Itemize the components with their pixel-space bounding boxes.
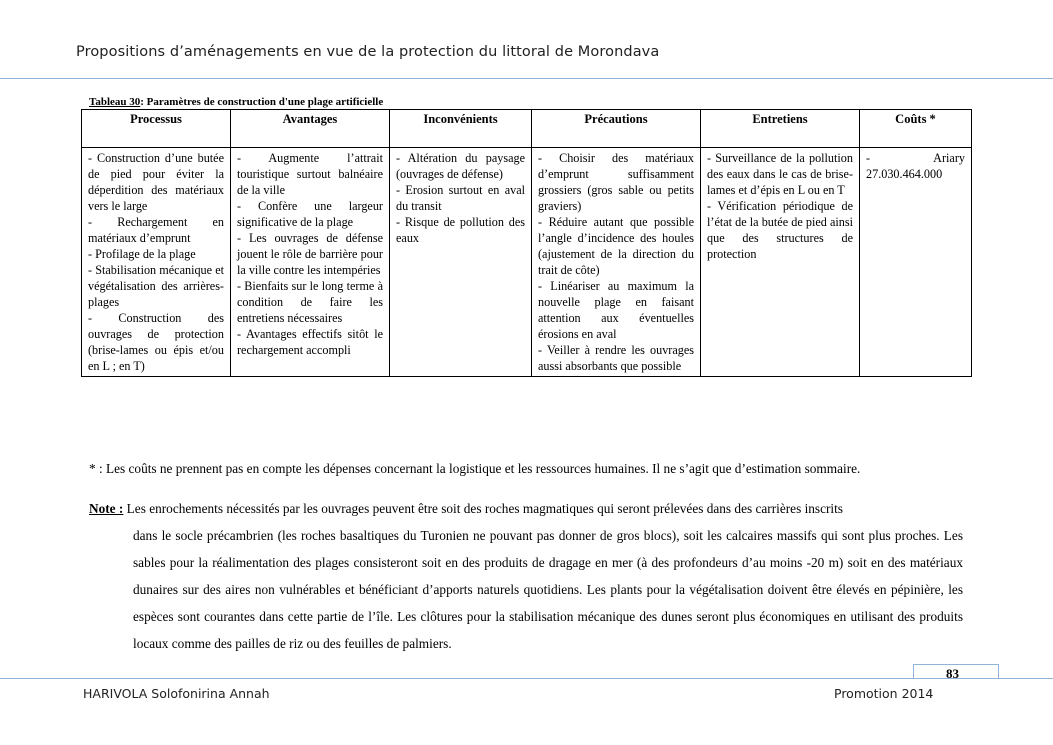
list-item: - Réduire autant que possible l’angle d’incidence des houles (ajustement de la direction du trait de côte) bbox=[538, 215, 694, 277]
footer-rule bbox=[0, 678, 1053, 679]
column-header-precautions: Précautions bbox=[532, 110, 701, 148]
header-rule bbox=[0, 78, 1053, 79]
list-item: - Construction d’une butée de pied pour éviter la déperdition des matériaux vers le large bbox=[88, 151, 224, 213]
cell-entretiens bbox=[701, 148, 860, 377]
list-item: - Vérification périodique de l’état de la butée de pied ainsi que des structures de protection bbox=[707, 199, 853, 261]
column-header-avantages: Avantages bbox=[231, 110, 390, 148]
table-caption-number: Tableau 30 bbox=[89, 96, 141, 108]
note-first-line bbox=[89, 495, 963, 522]
list-item: - Construction des ouvrages de protection (brise-lames ou épis et/ou en L ; en T) bbox=[88, 311, 224, 373]
list-item: - Avantages effectifs sitôt le rechargement accompli bbox=[237, 327, 383, 357]
column-header-entretiens: Entretiens bbox=[701, 110, 860, 148]
list-item: - Ariary 27.030.464.000 bbox=[866, 151, 965, 181]
column-header-inconvenients: Inconvénients bbox=[390, 110, 532, 148]
table-caption bbox=[89, 96, 383, 108]
cell-inconvenients bbox=[390, 148, 532, 377]
list-item: - Bienfaits sur le long terme à condition de faire les entretiens nécessaires bbox=[237, 279, 383, 325]
list-item: - Linéariser au maximum la nouvelle plage en faisant attention aux éventuelles érosions en aval bbox=[538, 279, 694, 341]
list-item: - Choisir des matériaux d’emprunt suffisamment grossiers (gros sable ou petits graviers) bbox=[538, 151, 694, 213]
column-header-couts: Coûts * bbox=[860, 110, 972, 148]
list-item: - Surveillance de la pollution des eaux dans le cas de brise-lames et d’épis en L ou en T bbox=[707, 151, 853, 197]
column-header-processus: Processus bbox=[82, 110, 231, 148]
note-paragraph bbox=[89, 495, 963, 657]
page-header-title: Propositions d’aménagements en vue de la protection du littoral de Morondava bbox=[76, 44, 660, 60]
list-item: - Rechargement en matériaux d’emprunt bbox=[88, 215, 224, 245]
list-item: - Augmente l’attrait touristique surtout balnéaire de la ville bbox=[237, 151, 383, 197]
list-item: - Risque de pollution des eaux bbox=[396, 215, 525, 245]
parameters-table bbox=[81, 109, 972, 377]
footer-promotion: Promotion 2014 bbox=[834, 686, 934, 701]
table-caption-text: : Paramètres de construction d'une plage artificielle bbox=[140, 96, 384, 108]
list-item: - Profilage de la plage bbox=[88, 247, 196, 261]
list-item: - Les ouvrages de défense jouent le rôle de barrière pour la ville contre les intempéries bbox=[237, 231, 383, 277]
list-item: - Stabilisation mécanique et végétalisation des arrières-plages bbox=[88, 263, 224, 309]
list-item: - Altération du paysage (ouvrages de défense) bbox=[396, 151, 525, 181]
list-item: - Veiller à rendre les ouvrages aussi absorbants que possible bbox=[538, 343, 694, 373]
table-row bbox=[82, 148, 972, 377]
cell-avantages bbox=[231, 148, 390, 377]
list-item: - Erosion surtout en aval du transit bbox=[396, 183, 525, 213]
cell-couts bbox=[860, 148, 972, 377]
list-item: - Confère une largeur significative de la plage bbox=[237, 199, 383, 229]
note-first-text: Les enrochements nécessités par les ouvrages peuvent être soit des roches magmatiques qui seront prélevées dans des carrières inscrits bbox=[126, 501, 843, 516]
cost-footnote: * : Les coûts ne prennent pas en compte les dépenses concernant la logistique et les ressources humaines. Il ne s’agit que d’estimation sommaire. bbox=[89, 461, 861, 476]
cell-processus bbox=[82, 148, 231, 377]
cell-precautions bbox=[532, 148, 701, 377]
footer-author: HARIVOLA Solofonirina Annah bbox=[83, 686, 270, 701]
table-header-row bbox=[82, 110, 972, 148]
note-label: Note : bbox=[89, 501, 124, 516]
page-number: 83 bbox=[946, 666, 959, 681]
note-rest-text: dans le socle précambrien (les roches basaltiques du Turonien ne pouvant pas donner de gros blocs), soit les calcaires massifs qui sont plus proches. Les sables pour la réalimentation des plages consisteront soit en des produits de dragage en mer (à des profondeurs d’au moins -20 m) soit en des matériaux dunaires sur des aires non vulnérables et bénéficiant d’apports naturels quotidiens. Les plants pour la végétalisation doivent être élevés en pépinière, les espèces sont courantes dans cette partie de l’île. Les clôtures pour la stabilisation mécanique des dunes seront plus économiques en utilisant des produits locaux comme des pailles de riz ou des feuilles de palmiers. bbox=[133, 528, 963, 651]
